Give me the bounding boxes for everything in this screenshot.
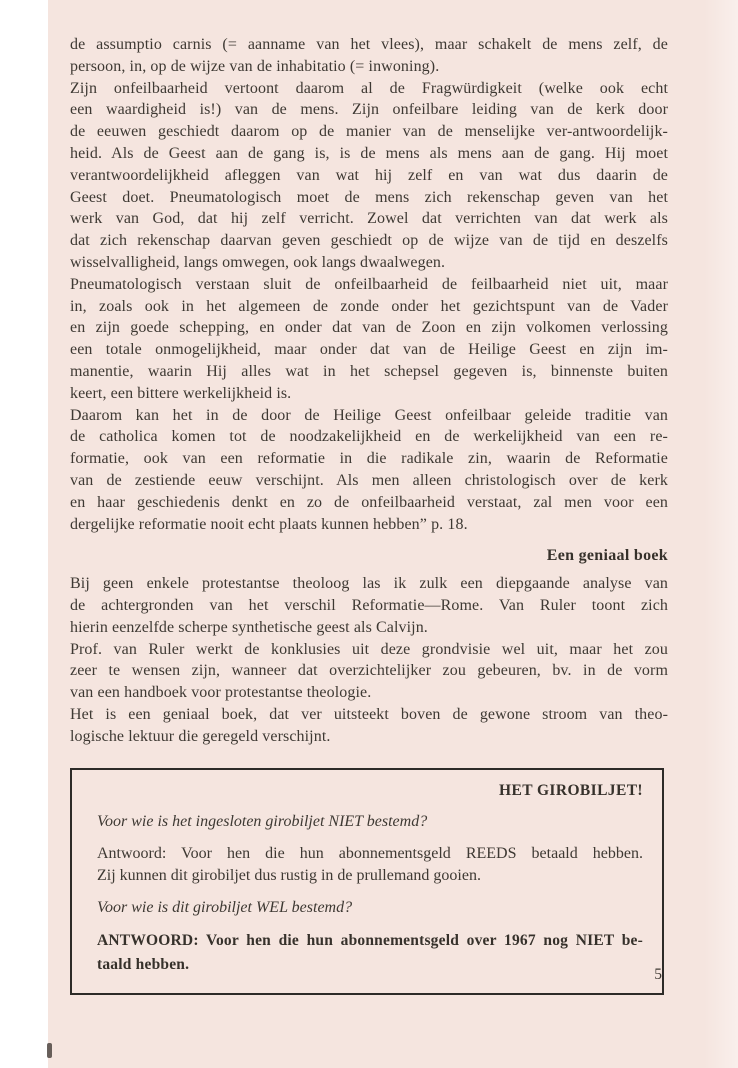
text-line: Prof. van Ruler werkt de konklusies uit deze grondvisie wel uit, maar het zou xyxy=(70,640,668,658)
page-number: 5 xyxy=(654,966,662,983)
body-text-part1 xyxy=(70,34,668,535)
body-text xyxy=(70,34,668,748)
text-line: Pneumatologisch verstaan sluit de onfeilbaarheid de feilbaarheid niet uit, maar xyxy=(70,275,668,293)
text-line: dergelijke reformatie nooit echt plaats kunnen hebben” p. 18. xyxy=(70,515,468,533)
text-line: de eeuwen geschiedt daarom op de manier van de menselijke ver-antwoordelijk- xyxy=(70,123,668,141)
paragraph xyxy=(70,639,668,704)
girobox-question xyxy=(97,811,643,833)
text-line: hierin eenzelfde scherpe synthetische geest als Calvijn. xyxy=(70,618,428,636)
text-line: wisselvalligheid, langs omwegen, ook langs dwaalwegen. xyxy=(70,253,446,271)
text-line: en zijn goede schepping, en onder dat van de Zoon en zijn volkomen verlossing xyxy=(70,319,668,337)
text-line: persoon, in, op de wijze van de inhabitatio (= inwoning). xyxy=(70,57,440,75)
girobox-heading: HET GIROBILJET! xyxy=(499,782,643,799)
text-line: Daarom kan het in de door de Heilige Geest onfeilbaar geleide traditie van xyxy=(70,406,668,424)
book-page xyxy=(48,0,738,1068)
paragraph xyxy=(70,34,668,78)
text-line: zeer te wensen zijn, wanneer dat overzichtelijker zou gebeuren, bv. in de vorm xyxy=(70,662,668,680)
paragraph xyxy=(70,78,668,274)
girobox-answer xyxy=(97,843,643,888)
text-line: Zijn onfeilbaarheid vertoont daarom al de Fragwürdigkeit (welke ook echt xyxy=(70,79,668,97)
text-line: van de zestiende eeuw verschijnt. Als men alleen christologisch over de kerk xyxy=(70,471,668,489)
girobiljet-notice-box xyxy=(70,768,664,995)
text-line: Bij geen enkele protestantse theoloog las ik zulk een diepgaande analyse van xyxy=(70,575,668,593)
girobox-text-line: Antwoord: Voor hen die hun abonnementsgeld REEDS betaald hebben. xyxy=(97,844,643,862)
girobox-text-line: Zij kunnen dit girobiljet dus rustig in de prullemand gooien. xyxy=(97,867,481,885)
text-line: en haar geschiedenis denkt en zo de onfeilbaarheid verstaat, zal men voor een xyxy=(70,493,668,511)
text-line: van een handboek voor protestantse theologie. xyxy=(70,684,372,702)
girobox-text-line: Voor wie is dit girobiljet WEL bestemd? xyxy=(97,898,353,916)
text-line: dat zich rekenschap daarvan geven geschiedt op de wijze van de tijd en deszelfs xyxy=(70,232,668,250)
paragraph xyxy=(70,274,668,405)
paragraph xyxy=(70,573,668,638)
text-line: formatie, ook van een reformatie in die radikale zin, waarin de Reformatie xyxy=(70,450,668,468)
text-line: de catholica komen tot de noodzakelijkheid en de werkelijkheid van een re- xyxy=(70,428,668,446)
girobox-text-line: Voor wie is het ingesloten girobiljet NIET bestemd? xyxy=(97,813,428,831)
text-line: heid. Als de Geest aan de gang is, is de mens als mens aan de gang. Hij moet xyxy=(70,144,668,162)
text-line: werk van God, dat hij zelf verricht. Zowel dat verrichten van dat werk als xyxy=(70,210,668,228)
body-text-part2 xyxy=(70,573,668,747)
girobox-content xyxy=(97,811,643,977)
text-line: logische lektuur die geregeld verschijnt. xyxy=(70,727,331,745)
text-line: in, zoals ook in het algemeen de zonde onder het gezichtspunt van de Vader xyxy=(70,297,668,315)
text-line: keert, een bittere werkelijkheid is. xyxy=(70,384,292,402)
text-line: Het is een geniaal boek, dat ver uitsteekt boven de gewone stroom van theo- xyxy=(70,705,668,723)
paragraph xyxy=(70,405,668,536)
text-line: verantwoordelijkheid afleggen van wat hij zelf en van wat dus daarin de xyxy=(70,166,668,184)
girobox-text-line: taald hebben. xyxy=(97,956,190,974)
text-line: de assumptio carnis (= aanname van het vlees), maar schakelt de mens zelf, de xyxy=(70,36,668,53)
text-line: manentie, waarin Hij alles wat in het schepsel gegeven is, binnenste buiten xyxy=(70,362,668,380)
page-edge-highlight xyxy=(704,0,738,1068)
text-line: Geest doet. Pneumatologisch moet de mens zich rekenschap geven van het xyxy=(70,188,668,206)
girobox-text-line: ANTWOORD: Voor hen die hun abonnementsgeld over 1967 nog NIET be- xyxy=(97,932,643,950)
binding-mark xyxy=(47,1043,52,1058)
text-line: de achtergronden van het verschil Reformatie—Rome. Van Ruler toont zich xyxy=(70,596,668,614)
text-line: een totale onmogelijkheid, maar onder dat van de Heilige Geest en zijn im- xyxy=(70,341,668,359)
section-heading: Een geniaal boek xyxy=(546,547,668,565)
paragraph xyxy=(70,704,668,748)
text-line: een waardigheid is!) van de mens. Zijn onfeilbare leiding van de kerk door xyxy=(70,101,668,119)
girobox-question xyxy=(97,897,643,919)
